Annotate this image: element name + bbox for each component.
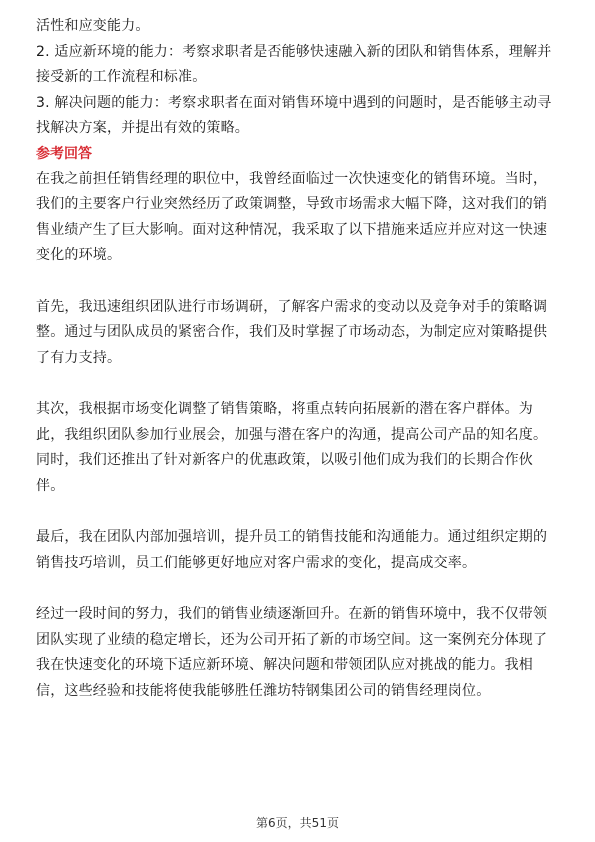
paragraph-line: 我在快速变化的环境下适应新环境、解决问题和带领团队应对挑战的能力。我相 — [36, 657, 533, 673]
paragraph-line: 变化的环境。 — [36, 247, 122, 263]
intro-line: 找解决方案，并提出有效的策略。 — [36, 120, 249, 136]
paragraph-line: 我们的主要客户行业突然经历了政策调整，导致市场需求大幅下降，这对我们的销 — [36, 196, 548, 212]
paragraph-spacer — [36, 371, 559, 397]
answer-paragraph — [36, 167, 559, 269]
answer-paragraph — [36, 295, 559, 372]
paragraph-spacer — [36, 576, 559, 602]
paragraph-line: 售业绩产生了巨大影响。面对这种情况，我采取了以下措施来适应并应对这一快速 — [36, 221, 548, 238]
intro-block — [36, 14, 559, 142]
paragraph-line: 最后，我在团队内部加强培训，提升员工的销售技能和沟通能力。通过组织定期的 — [36, 529, 548, 545]
answer-paragraph — [36, 397, 559, 499]
paragraph-spacer — [36, 269, 559, 295]
paragraph-spacer — [36, 499, 559, 525]
paragraph-line: 团队实现了业绩的稳定增长，还为公司开拓了新的市场空间。这一案例充分体现了 — [36, 631, 548, 648]
intro-line: 活性和应变能力。 — [36, 18, 150, 34]
answer-paragraph — [36, 602, 559, 704]
paragraph-line: 在我之前担任销售经理的职位中，我曾经面临过一次快速变化的销售环境。当时， — [36, 170, 548, 187]
section-title: 参考回答 — [36, 145, 92, 162]
intro-line: 接受新的工作流程和标准。 — [36, 69, 207, 85]
paragraph-line: 信，这些经验和技能将使我能够胜任潍坊特钢集团公司的销售经理岗位。 — [36, 682, 491, 699]
paragraph-line: 经过一段时间的努力，我们的销售业绩逐渐回升。在新的销售环境中，我不仅带领 — [36, 606, 548, 622]
paragraph-line: 伴。 — [36, 477, 65, 494]
paragraph-line: 销售技巧培训，员工们能够更好地应对客户需求的变化，提高成交率。 — [36, 554, 477, 571]
paragraph-line: 整。通过与团队成员的紧密合作，我们及时掌握了市场动态，为制定应对策略提供 — [36, 324, 548, 340]
intro-line: 3. 解决问题的能力：考察求职者在面对销售环境中遇到的问题时，是否能够主动寻 — [36, 94, 552, 111]
paragraph-line: 首先，我迅速组织团队进行市场调研，了解客户需求的变动以及竞争对手的策略调 — [36, 298, 548, 315]
paragraph-line: 此，我组织团队参加行业展会，加强与潜在客户的沟通，提高公司产品的知名度。 — [36, 426, 548, 443]
answer-paragraph — [36, 525, 559, 576]
page-number: 第6页，共51页 — [256, 816, 339, 830]
paragraph-line: 其次，我根据市场变化调整了销售策略，将重点转向拓展新的潜在客户群体。为 — [36, 401, 533, 417]
intro-line: 2. 适应新环境的能力：考察求职者是否能够快速融入新的团队和销售体系，理解并 — [36, 43, 552, 60]
paragraph-line: 同时，我们还推出了针对新客户的优惠政策，以吸引他们成为我们的长期合作伙 — [36, 452, 533, 468]
paragraph-line: 了有力支持。 — [36, 349, 122, 366]
document-page — [36, 14, 559, 704]
